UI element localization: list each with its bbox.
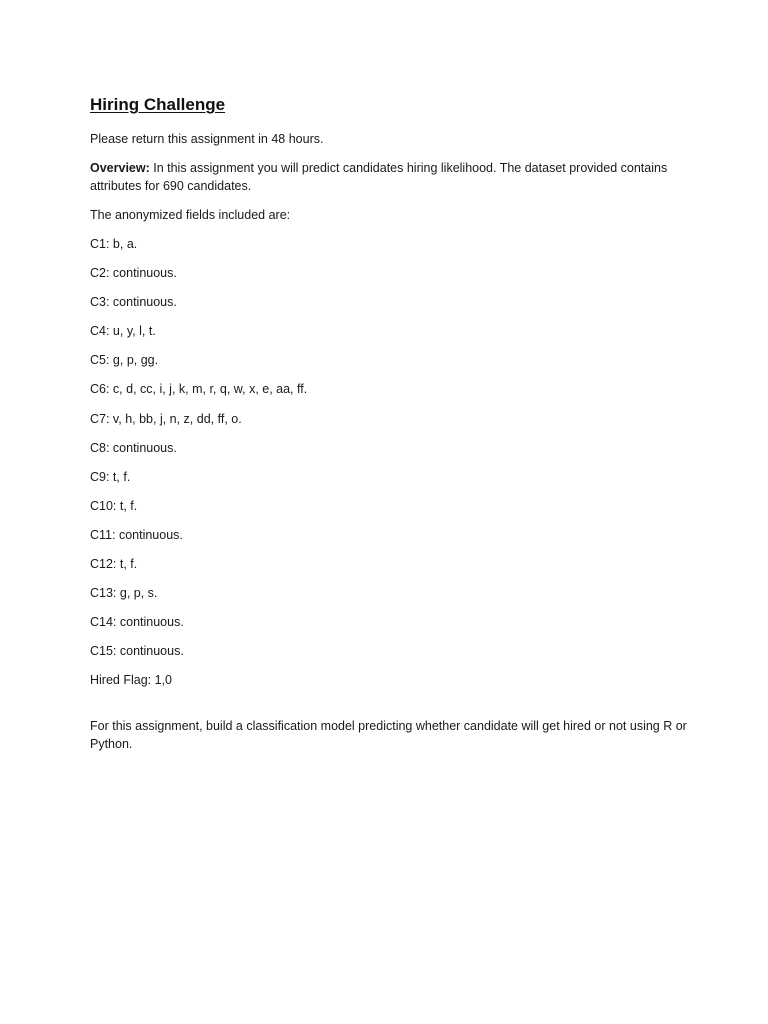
return-note: Please return this assignment in 48 hours. bbox=[90, 132, 324, 146]
field-item: C15: continuous. bbox=[90, 644, 184, 659]
field-item: C4: u, y, l, t. bbox=[90, 324, 156, 339]
document-page bbox=[90, 94, 690, 753]
field-item: C2: continuous. bbox=[90, 266, 177, 281]
fields-intro: The anonymized fields included are: bbox=[90, 208, 291, 222]
overview-label: Overview: bbox=[90, 161, 150, 175]
field-item: C5: g, p, gg. bbox=[90, 353, 159, 368]
field-item: C9: t, f. bbox=[90, 469, 131, 484]
field-item: Hired Flag: 1,0 bbox=[90, 673, 172, 688]
field-item: C12: t, f. bbox=[90, 557, 138, 572]
field-item: C14: continuous. bbox=[90, 615, 184, 630]
field-item: C10: t, f. bbox=[90, 498, 138, 513]
field-item: C3: continuous. bbox=[90, 295, 177, 310]
field-item: C1: b, a. bbox=[90, 237, 138, 251]
overview-paragraph bbox=[90, 159, 690, 195]
document-title: Hiring Challenge bbox=[90, 95, 226, 114]
closing-paragraph: For this assignment, build a classification model predicting whether candidate will get hired or not using R or Python. bbox=[90, 719, 687, 752]
field-item: C13: g, p, s. bbox=[90, 586, 158, 601]
field-item: C11: continuous. bbox=[90, 527, 183, 542]
field-item: C6: c, d, cc, i, j, k, m, r, q, w, x, e, aa, ff. bbox=[90, 382, 308, 397]
field-item: C7: v, h, bb, j, n, z, dd, ff, o. bbox=[90, 411, 242, 426]
overview-text: In this assignment you will predict candidates hiring likelihood. The dataset provided contains attributes for 690 candidates. bbox=[90, 161, 668, 193]
fields-list bbox=[90, 235, 690, 689]
field-item: C8: continuous. bbox=[90, 440, 177, 455]
